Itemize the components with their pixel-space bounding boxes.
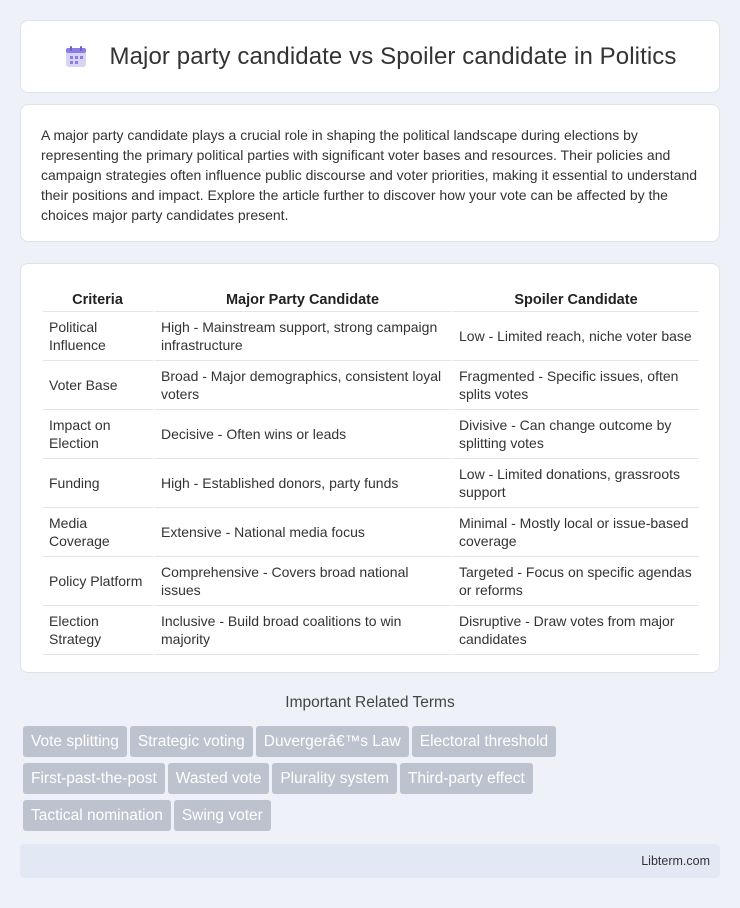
title-card — [20, 20, 720, 93]
table-row — [43, 312, 699, 361]
footer — [20, 844, 720, 878]
tag-plurality-system[interactable]: Plurality system — [272, 763, 397, 794]
cell-spoiler: Fragmented - Specific issues, often splits votes — [453, 361, 699, 410]
tag-duvergers-law[interactable]: Duvergerâ€™s Law — [256, 726, 409, 757]
tag-tactical-nomination[interactable]: Tactical nomination — [23, 800, 171, 831]
cell-spoiler: Targeted - Focus on specific agendas or reforms — [453, 557, 699, 606]
intro-card — [20, 104, 720, 242]
cell-major: High - Mainstream support, strong campaign infrastructure — [155, 312, 453, 361]
page-title: Major party candidate vs Spoiler candidate in Politics — [109, 42, 677, 70]
tag-vote-splitting[interactable]: Vote splitting — [23, 726, 127, 757]
document-grid-icon — [63, 44, 89, 70]
table-row — [43, 557, 699, 606]
comparison-table — [43, 284, 699, 655]
table-row — [43, 606, 699, 655]
cell-criteria: Media Coverage — [43, 508, 155, 557]
cell-criteria: Policy Platform — [43, 557, 155, 606]
table-row — [43, 361, 699, 410]
related-terms-tags — [23, 726, 623, 837]
cell-major: Inclusive - Build broad coalitions to win majority — [155, 606, 453, 655]
table-row — [43, 508, 699, 557]
cell-criteria: Election Strategy — [43, 606, 155, 655]
cell-major: Broad - Major demographics, consistent loyal voters — [155, 361, 453, 410]
intro-text: A major party candidate plays a crucial role in shaping the political landscape during elections by representing the primary political parties with significant voter bases and resources. Their policies and campaign strategies often influence public discourse and voter priorities, making it essential to understand their positions and impact. Explore the article further to discover how your vote can be affected by the choices major party candidates present. — [41, 127, 698, 223]
table-row — [43, 410, 699, 459]
cell-spoiler: Low - Limited donations, grassroots support — [453, 459, 699, 508]
tag-strategic-voting[interactable]: Strategic voting — [130, 726, 253, 757]
cell-criteria: Voter Base — [43, 361, 155, 410]
footer-site-link[interactable]: Libterm.com — [641, 854, 710, 868]
cell-spoiler: Disruptive - Draw votes from major candidates — [453, 606, 699, 655]
cell-criteria: Funding — [43, 459, 155, 508]
tag-wasted-vote[interactable]: Wasted vote — [168, 763, 270, 794]
cell-major: Comprehensive - Covers broad national issues — [155, 557, 453, 606]
cell-spoiler: Divisive - Can change outcome by splitting votes — [453, 410, 699, 459]
tag-third-party-effect[interactable]: Third-party effect — [400, 763, 533, 794]
related-terms-heading: Important Related Terms — [285, 694, 455, 711]
tag-swing-voter[interactable]: Swing voter — [174, 800, 271, 831]
tag-first-past-the-post[interactable]: First-past-the-post — [23, 763, 165, 794]
table-header-row — [43, 284, 699, 312]
header-spoiler: Spoiler Candidate — [453, 284, 699, 312]
header-criteria: Criteria — [43, 284, 155, 312]
header-major: Major Party Candidate — [155, 284, 453, 312]
tag-electoral-threshold[interactable]: Electoral threshold — [412, 726, 556, 757]
cell-criteria: Impact on Election — [43, 410, 155, 459]
cell-major: High - Established donors, party funds — [155, 459, 453, 508]
cell-major: Extensive - National media focus — [155, 508, 453, 557]
cell-spoiler: Minimal - Mostly local or issue-based coverage — [453, 508, 699, 557]
table-row — [43, 459, 699, 508]
cell-spoiler: Low - Limited reach, niche voter base — [453, 312, 699, 361]
cell-criteria: Political Influence — [43, 312, 155, 361]
cell-major: Decisive - Often wins or leads — [155, 410, 453, 459]
comparison-table-card — [20, 263, 720, 673]
